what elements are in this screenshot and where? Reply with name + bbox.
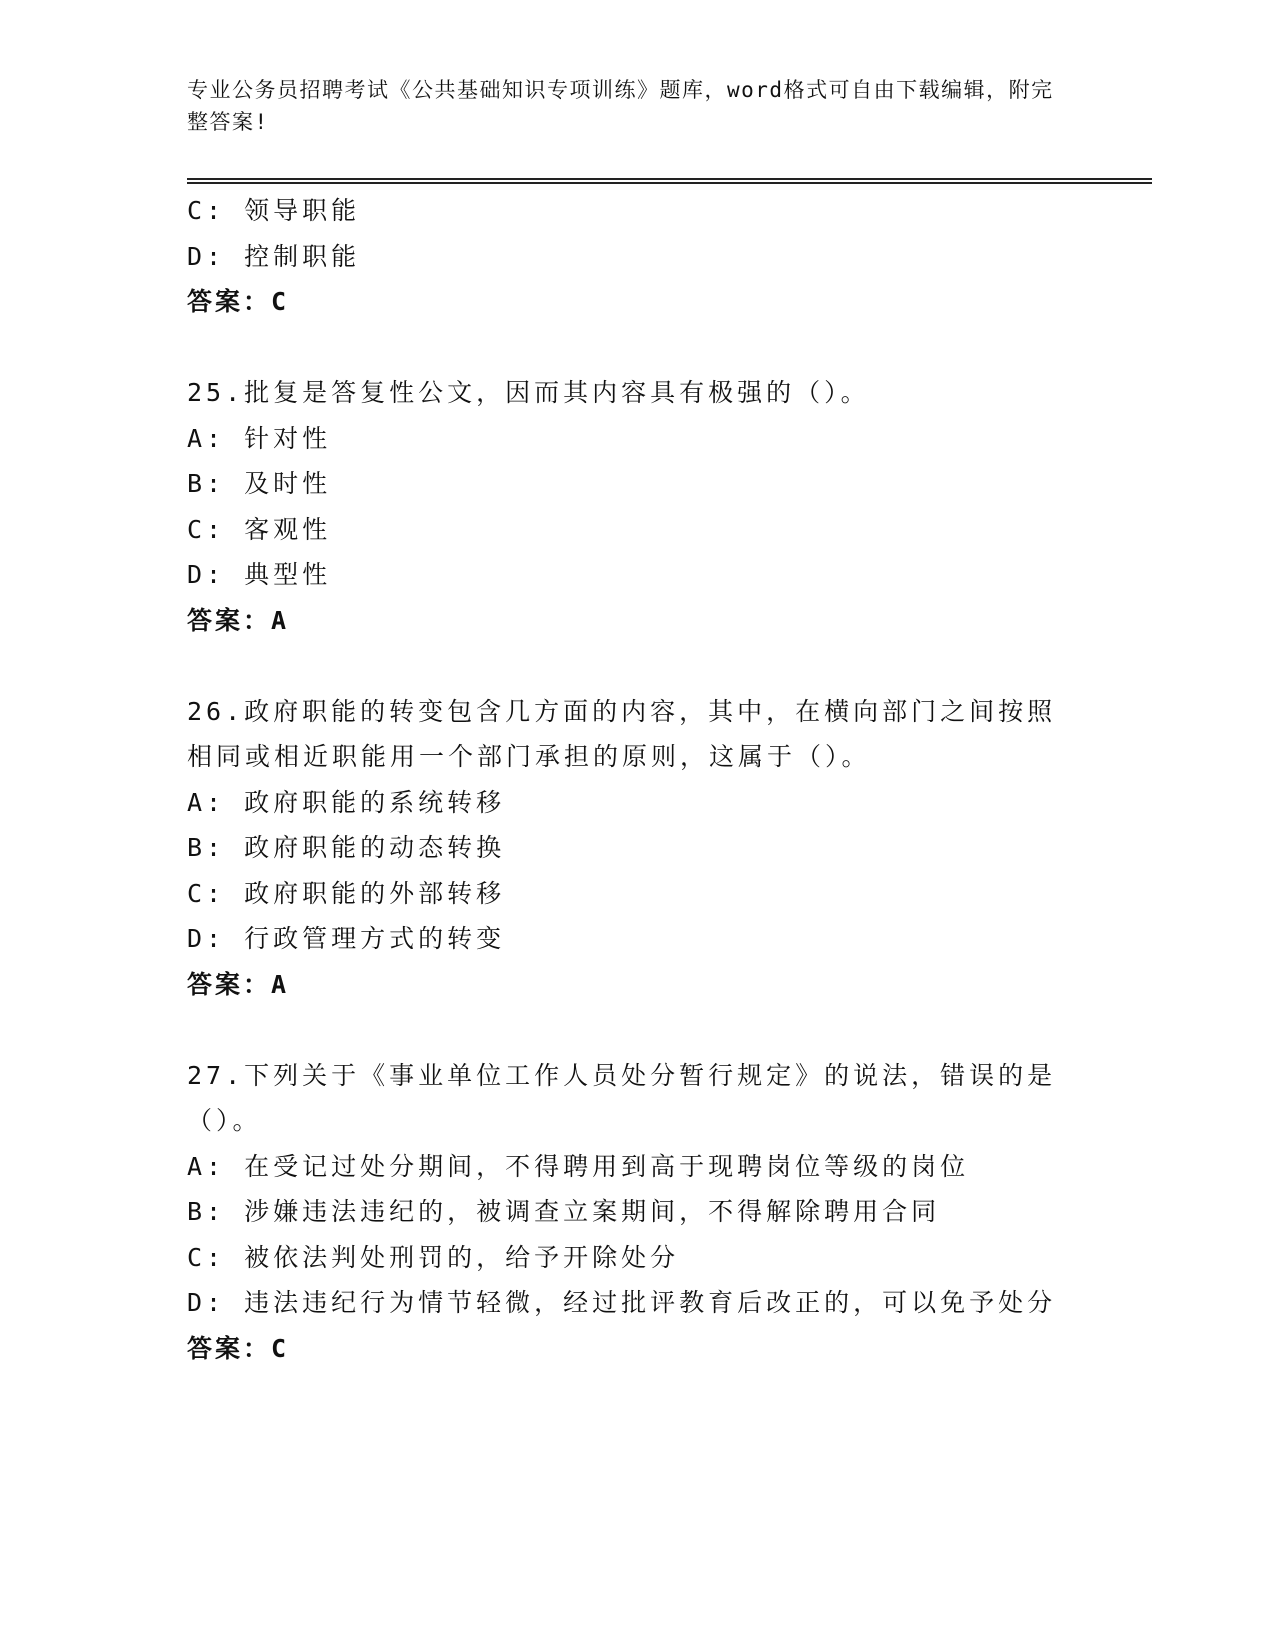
question-stem: 27.下列关于《事业单位工作人员处分暂行规定》的说法，错误的是（）。 <box>187 1060 1057 1135</box>
question-stem: 26.政府职能的转变包含几方面的内容，其中，在横向部门之间按照相同或相近职能用一个部门承担的原则，这属于（）。 <box>187 696 1057 771</box>
option-c: C: 政府职能的外部转移 <box>187 878 506 908</box>
spacer <box>187 643 1087 689</box>
question-27 <box>187 1053 1087 1372</box>
answer-line: 答案：C <box>187 287 290 316</box>
answer-line: 答案：C <box>187 1333 290 1363</box>
option-b: B: 及时性 <box>187 469 332 498</box>
option-d: D: 控制职能 <box>187 241 361 271</box>
option-b: B: 涉嫌违法违纪的，被调查立案期间，不得解除聘用合同 <box>187 1197 941 1226</box>
option-a: A: 针对性 <box>187 423 332 453</box>
option-a: A: 政府职能的系统转移 <box>187 787 506 817</box>
header-rule-bottom <box>187 182 1152 184</box>
question-list <box>187 188 1087 1371</box>
option-d: D: 行政管理方式的转变 <box>187 924 506 953</box>
question-stem: 25.批复是答复性公文，因而其内容具有极强的（）。 <box>187 378 870 407</box>
option-c: C: 被依法判处刑罚的，给予开除处分 <box>187 1242 680 1272</box>
answer-line: 答案：A <box>187 969 290 999</box>
option-b: B: 政府职能的动态转换 <box>187 833 506 862</box>
spacer <box>187 1007 1087 1053</box>
question-25 <box>187 370 1087 643</box>
answer-line: 答案：A <box>187 605 290 635</box>
question-26 <box>187 689 1087 1008</box>
option-c: C: 客观性 <box>187 514 332 544</box>
question-24-continuation <box>187 188 1087 325</box>
option-a: A: 在受记过处分期间，不得聘用到高于现聘岗位等级的岗位 <box>187 1151 970 1181</box>
header-text: 专业公务员招聘考试《公共基础知识专项训练》题库，word格式可自由下载编辑，附完整答案! <box>187 78 1054 134</box>
header-rule-top <box>187 178 1152 180</box>
option-d: D: 典型性 <box>187 560 332 589</box>
page-header <box>187 74 1067 138</box>
spacer <box>187 325 1087 371</box>
option-c: C: 领导职能 <box>187 196 361 225</box>
option-d: D: 违法违纪行为情节轻微，经过批评教育后改正的，可以免予处分 <box>187 1288 1057 1317</box>
